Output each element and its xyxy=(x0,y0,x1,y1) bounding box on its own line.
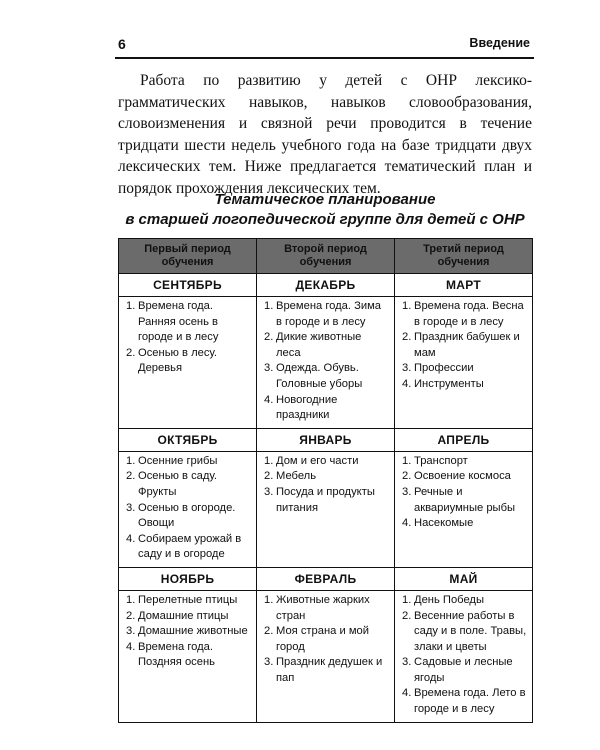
topic-list xyxy=(126,454,251,563)
topic-list xyxy=(126,299,251,377)
section-title: Введение xyxy=(469,36,530,50)
topic-text: Дикие животные леса xyxy=(276,331,362,359)
topic-text: Собираем урожай в саду и в огороде xyxy=(138,532,242,561)
topic-item xyxy=(264,624,389,655)
month-cell: АПРЕЛЬ xyxy=(395,428,533,451)
topic-item xyxy=(402,299,527,330)
topic-text: Праздник дедушек и пап xyxy=(276,656,383,684)
topic-text: Времена года. Зима в городе и в лесу xyxy=(276,300,382,328)
topic-text: Времена года. Лето в городе и в лесу xyxy=(414,687,526,716)
topic-number: 4. xyxy=(264,393,274,406)
topics-cell xyxy=(119,451,257,567)
column-header: Первый период обучения xyxy=(119,239,257,274)
topics-cell xyxy=(395,297,533,429)
table-body xyxy=(119,274,533,723)
topic-number: 3. xyxy=(126,501,136,514)
topic-text: Профессии xyxy=(414,362,474,375)
topic-number: 1. xyxy=(402,593,412,606)
topic-list xyxy=(402,299,527,393)
topic-number: 3. xyxy=(264,485,274,498)
topic-number: 2. xyxy=(402,609,412,622)
topic-number: 4. xyxy=(402,517,412,530)
topic-number: 1. xyxy=(264,300,274,312)
topic-number: 1. xyxy=(402,454,412,467)
table-title-line-1: Тематическое планирование xyxy=(214,191,436,208)
topic-text: Времена года. Весна в городе и в лесу xyxy=(414,300,524,328)
topic-item xyxy=(126,299,251,346)
topic-list xyxy=(264,454,389,516)
topic-list xyxy=(264,299,389,424)
topic-number: 4. xyxy=(126,532,136,545)
topic-item xyxy=(402,361,527,377)
topic-item xyxy=(264,330,389,361)
topic-item xyxy=(126,501,251,532)
topic-number: 1. xyxy=(126,593,136,606)
topic-item xyxy=(264,361,389,392)
topic-item xyxy=(402,454,527,470)
topic-number: 1. xyxy=(126,454,136,467)
month-row xyxy=(119,274,533,297)
month-cell: ЯНВАРЬ xyxy=(257,428,395,451)
topic-text: Времена года. Поздняя осень xyxy=(138,640,215,669)
topic-item xyxy=(264,593,389,624)
topics-row xyxy=(119,451,533,567)
topic-text: Освоение космоса xyxy=(414,470,511,483)
month-row xyxy=(119,428,533,451)
topics-row xyxy=(119,590,533,722)
topic-list xyxy=(126,593,251,671)
topics-cell xyxy=(395,590,533,722)
topics-cell xyxy=(119,590,257,722)
topic-text: Осенью в огороде. Овощи xyxy=(138,501,236,530)
topic-number: 1. xyxy=(264,454,274,467)
topic-number: 3. xyxy=(402,362,412,375)
topic-text: Речные и аквариумные рыбы xyxy=(414,485,516,514)
topic-number: 3. xyxy=(264,656,274,669)
topic-item xyxy=(402,377,527,393)
topics-cell xyxy=(119,297,257,429)
topic-item xyxy=(402,593,527,609)
topic-text: Моя страна и мой город xyxy=(276,625,370,653)
topics-cell xyxy=(257,590,395,722)
month-cell: ФЕВРАЛЬ xyxy=(257,567,395,590)
topic-number: 2. xyxy=(126,346,136,359)
header-rule xyxy=(115,57,534,59)
thematic-plan-table xyxy=(118,238,533,723)
topic-text: Дом и его части xyxy=(276,454,359,467)
topic-text: Домашние птицы xyxy=(138,609,229,622)
topic-text: Осенние грибы xyxy=(138,454,218,467)
topic-item xyxy=(402,686,527,717)
topic-item xyxy=(402,330,527,361)
topic-text: Насекомые xyxy=(414,517,474,530)
topic-text: Весенние работы в саду и в поле. Травы, злаки и цветы xyxy=(414,609,527,653)
topic-item xyxy=(126,532,251,563)
topic-item xyxy=(264,393,389,424)
month-cell: МАЙ xyxy=(395,567,533,590)
topic-item xyxy=(126,640,251,671)
topic-item xyxy=(402,655,527,686)
topic-list xyxy=(264,593,389,687)
topic-number: 4. xyxy=(402,687,412,700)
topic-number: 2. xyxy=(264,625,274,638)
topic-item xyxy=(402,609,527,656)
month-row xyxy=(119,567,533,590)
topic-item xyxy=(126,624,251,640)
column-header: Второй период обучения xyxy=(257,239,395,274)
topic-number: 2. xyxy=(264,331,274,344)
topic-text: Осенью в лесу. Деревья xyxy=(138,346,217,375)
topic-text: Животные жарких стран xyxy=(276,593,370,622)
topic-text: День Победы xyxy=(414,593,485,606)
topic-item xyxy=(126,609,251,625)
topic-item xyxy=(264,485,389,516)
month-cell: МАРТ xyxy=(395,274,533,297)
topic-item xyxy=(264,454,389,470)
topic-text: Инструменты xyxy=(414,377,484,390)
topic-number: 3. xyxy=(264,362,274,375)
topic-item xyxy=(126,593,251,609)
topic-number: 4. xyxy=(402,377,412,390)
topic-number: 3. xyxy=(126,625,136,638)
topic-number: 3. xyxy=(402,485,412,498)
month-cell: ОКТЯБРЬ xyxy=(119,428,257,451)
topics-row xyxy=(119,297,533,429)
topic-text: Осенью в саду. Фрукты xyxy=(138,470,217,498)
topic-number: 1. xyxy=(402,300,412,312)
topic-number: 2. xyxy=(126,609,136,622)
topic-item xyxy=(402,469,527,485)
topic-text: Праздник бабушек и мам xyxy=(414,331,520,359)
topic-number: 3. xyxy=(402,656,412,669)
topic-list xyxy=(402,454,527,532)
topic-item xyxy=(264,469,389,485)
month-cell: СЕНТЯБРЬ xyxy=(119,274,257,297)
column-header: Третий период обучения xyxy=(395,239,533,274)
topics-cell xyxy=(257,297,395,429)
topic-item xyxy=(402,485,527,516)
topic-text: Времена года. Ранняя осень в городе и в лесу xyxy=(138,300,219,344)
topic-text: Транспорт xyxy=(414,454,468,467)
table-header-row xyxy=(119,239,533,274)
topic-number: 2. xyxy=(126,470,136,483)
topic-number: 2. xyxy=(264,470,274,483)
topic-text: Мебель xyxy=(276,470,317,483)
topic-number: 1. xyxy=(264,593,274,606)
topic-list xyxy=(402,593,527,718)
month-cell: ДЕКАБРЬ xyxy=(257,274,395,297)
topic-text: Домашние животные xyxy=(138,625,248,638)
table-title xyxy=(118,190,532,230)
table-title-line-2: в старшей логопедической группе для детей с ОНР xyxy=(125,211,525,228)
topic-text: Новогодние праздники xyxy=(276,393,338,422)
topic-item xyxy=(126,469,251,500)
topic-number: 2. xyxy=(402,331,412,344)
topic-text: Перелетные птицы xyxy=(138,593,238,606)
topic-number: 1. xyxy=(126,300,136,312)
topic-item xyxy=(402,516,527,532)
topic-item xyxy=(264,655,389,686)
topic-text: Посуда и продукты питания xyxy=(276,485,375,514)
month-cell: НОЯБРЬ xyxy=(119,567,257,590)
topic-item xyxy=(126,346,251,377)
topic-item xyxy=(126,454,251,470)
topic-number: 4. xyxy=(126,640,136,653)
topic-text: Садовые и лесные ягоды xyxy=(414,656,513,684)
topic-item xyxy=(264,299,389,330)
topic-number: 2. xyxy=(402,470,412,483)
topics-cell xyxy=(257,451,395,567)
page-number: 6 xyxy=(118,36,126,52)
topics-cell xyxy=(395,451,533,567)
topic-text: Одежда. Обувь. Головные уборы xyxy=(276,362,363,390)
intro-paragraph: Работа по развитию у детей с ОНР лексико-грамматических навыков, навыков словообразования, словоизменения и связной речи проводится в течение тридцати шести недель учебного года на базе тридцати двух лексических тем. Ниже предлагается тематический план и порядок прохождения лексических тем. xyxy=(118,72,532,197)
